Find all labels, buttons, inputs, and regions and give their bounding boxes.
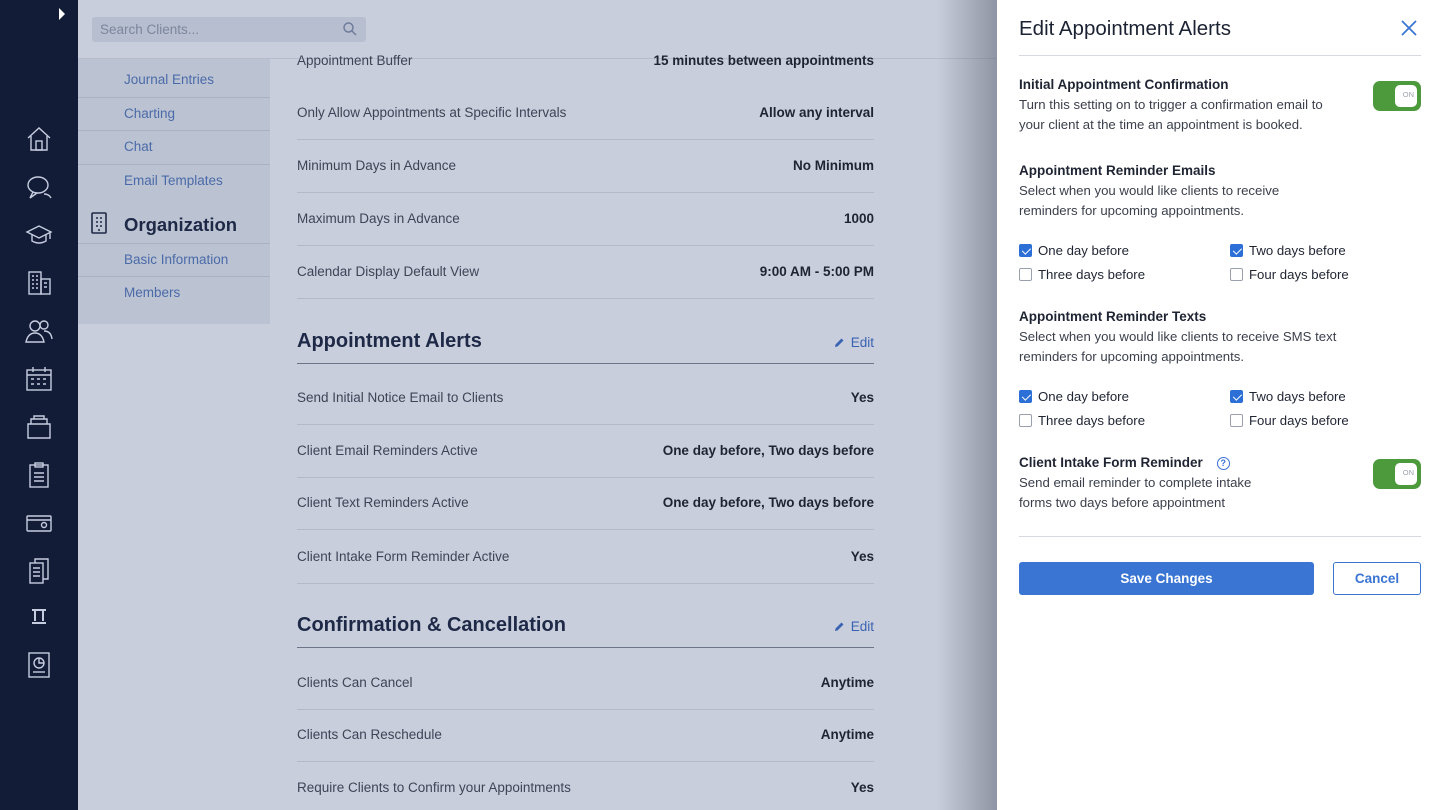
reminder-texts-desc: Select when you would like clients to receive SMS text reminders for upcoming appointments. — [1019, 329, 1337, 364]
clipboard-icon[interactable] — [24, 460, 54, 490]
row-divider — [297, 298, 874, 299]
row-value: 15 minutes between appointments — [653, 53, 874, 68]
settings-row — [297, 425, 874, 478]
row-value: 1000 — [843, 211, 874, 226]
reminder-emails-heading: Appointment Reminder Emails — [1019, 163, 1216, 178]
row-label: Client Intake Form Reminder Active — [297, 549, 510, 564]
chat-icon[interactable] — [24, 172, 54, 202]
row-label: Maximum Days in Advance — [297, 211, 460, 226]
row-value: Yes — [850, 780, 874, 795]
calendar-icon[interactable] — [24, 364, 54, 394]
clients-icon[interactable] — [24, 316, 54, 346]
edit-confirmation-label: Edit — [850, 619, 874, 634]
nav-divider — [78, 130, 270, 131]
checkbox-label: One day before — [1038, 389, 1129, 404]
close-icon[interactable] — [1399, 18, 1419, 38]
nav-basic-information[interactable]: Basic Information — [124, 252, 229, 267]
row-label: Only Allow Appointments at Specific Intervals — [297, 105, 567, 120]
checkbox-checked[interactable] — [1230, 390, 1243, 403]
folders-icon[interactable] — [24, 412, 54, 442]
nav-divider — [78, 243, 270, 244]
row-label: Clients Can Reschedule — [297, 727, 442, 742]
row-label: Minimum Days in Advance — [297, 158, 457, 173]
appointment-alerts-heading: Appointment Alerts — [297, 330, 482, 352]
row-value: One day before, Two days before — [662, 495, 874, 510]
checkbox-label: Four days before — [1249, 413, 1349, 428]
checkbox-unchecked[interactable] — [1019, 414, 1032, 427]
settings-sidenav — [78, 59, 270, 324]
settings-row — [297, 477, 874, 530]
checkbox-unchecked[interactable] — [1230, 414, 1243, 427]
nav-divider — [78, 276, 270, 277]
confirmation-heading: Confirmation & Cancellation — [297, 614, 566, 636]
documents-icon[interactable] — [24, 556, 54, 586]
reminder-emails-desc: Select when you would like clients to receive reminders for upcoming appointments. — [1019, 183, 1280, 218]
organization-icon — [90, 211, 108, 235]
row-label: Send Initial Notice Email to Clients — [297, 390, 504, 405]
checkbox-label: Three days before — [1038, 267, 1146, 282]
home-icon[interactable] — [24, 124, 54, 154]
intake-reminder-heading — [1019, 455, 1230, 470]
organization-heading: Organization — [124, 214, 238, 235]
drawer-shadow — [937, 0, 997, 810]
settings-row — [297, 193, 874, 246]
initial-confirmation-desc: Turn this setting on to trigger a confirmation email to your client at the time an appointment is booked. — [1019, 97, 1323, 132]
integrations-icon[interactable] — [24, 602, 54, 632]
email-four-days-checkbox[interactable] — [1230, 267, 1349, 282]
text-two-days-checkbox[interactable] — [1230, 389, 1346, 404]
row-label: Appointment Buffer — [297, 53, 413, 68]
settings-row — [297, 35, 874, 88]
intake-reminder-title: Client Intake Form Reminder — [1019, 455, 1203, 470]
checkbox-checked[interactable] — [1019, 244, 1032, 257]
row-value: No Minimum — [793, 158, 874, 173]
checkbox-checked[interactable] — [1230, 244, 1243, 257]
section-divider — [297, 363, 874, 364]
email-three-days-checkbox[interactable] — [1019, 267, 1145, 282]
edit-alerts-button[interactable] — [833, 335, 874, 350]
billing-card-icon[interactable] — [24, 508, 54, 538]
row-value: Anytime — [820, 675, 874, 690]
settings-row — [297, 246, 874, 299]
reports-icon[interactable] — [24, 650, 54, 680]
row-value: Yes — [850, 390, 874, 405]
save-changes-button[interactable]: Save Changes — [1019, 562, 1314, 595]
text-one-day-checkbox[interactable] — [1019, 389, 1129, 404]
settings-row — [297, 140, 874, 193]
settings-row — [297, 87, 874, 140]
reminder-texts-heading: Appointment Reminder Texts — [1019, 309, 1207, 324]
edit-confirmation-button[interactable] — [833, 619, 874, 634]
email-two-days-checkbox[interactable] — [1230, 243, 1346, 258]
row-label: Client Text Reminders Active — [297, 495, 469, 510]
text-four-days-checkbox[interactable] — [1230, 413, 1349, 428]
settings-row — [297, 372, 874, 425]
text-three-days-checkbox[interactable] — [1019, 413, 1145, 428]
checkbox-label: Two days before — [1249, 243, 1346, 258]
building-icon[interactable] — [24, 268, 54, 298]
nav-journal-entries[interactable]: Journal Entries — [124, 72, 215, 87]
settings-row — [297, 657, 874, 710]
row-divider — [297, 583, 874, 584]
initial-confirmation-heading: Initial Appointment Confirmation — [1019, 77, 1229, 92]
settings-row — [297, 709, 874, 762]
settings-row — [297, 762, 874, 810]
email-one-day-checkbox[interactable] — [1019, 243, 1129, 258]
section-divider — [297, 647, 874, 648]
help-icon[interactable]: ? — [1217, 457, 1230, 470]
nav-charting[interactable]: Charting — [124, 106, 176, 121]
nav-divider — [78, 97, 270, 98]
checkbox-label: One day before — [1038, 243, 1129, 258]
nav-members[interactable]: Members — [124, 285, 181, 300]
toggle-state: ON — [1402, 90, 1414, 99]
checkbox-label: Four days before — [1249, 267, 1349, 282]
intake-reminder-toggle[interactable] — [1373, 459, 1421, 489]
settings-row — [297, 531, 874, 584]
row-label: Clients Can Cancel — [297, 675, 413, 690]
education-icon[interactable] — [24, 220, 54, 250]
drawer-title: Edit Appointment Alerts — [1019, 17, 1231, 40]
intake-reminder-desc: Send email reminder to complete intake forms two days before appointment — [1019, 475, 1252, 510]
row-label: Calendar Display Default View — [297, 264, 480, 279]
cancel-button[interactable]: Cancel — [1333, 562, 1421, 595]
row-divider — [297, 529, 874, 530]
nav-divider — [78, 164, 270, 165]
row-label: Client Email Reminders Active — [297, 443, 478, 458]
app-rail — [0, 0, 78, 810]
checkbox-unchecked[interactable] — [1230, 268, 1243, 281]
row-value: 9:00 AM - 5:00 PM — [759, 264, 874, 279]
row-value: One day before, Two days before — [662, 443, 874, 458]
edit-alerts-drawer — [997, 0, 1440, 810]
nav-chat[interactable]: Chat — [124, 139, 153, 154]
checkbox-label: Two days before — [1249, 389, 1346, 404]
checkbox-unchecked[interactable] — [1019, 268, 1032, 281]
checkbox-checked[interactable] — [1019, 390, 1032, 403]
search-input[interactable] — [100, 21, 320, 38]
drawer-divider — [1019, 55, 1421, 56]
toggle-state: ON — [1402, 468, 1414, 477]
row-value: Anytime — [820, 727, 874, 742]
nav-email-templates[interactable]: Email Templates — [124, 173, 223, 188]
edit-alerts-label: Edit — [850, 335, 874, 350]
pencil-icon — [833, 621, 845, 633]
settings-page — [78, 0, 997, 810]
pencil-icon — [833, 337, 845, 349]
row-label: Require Clients to Confirm your Appointments — [297, 780, 571, 795]
row-value: Yes — [850, 549, 874, 564]
expand-rail-icon[interactable] — [54, 6, 70, 22]
initial-confirmation-toggle[interactable] — [1373, 81, 1421, 111]
drawer-divider — [1019, 536, 1421, 537]
checkbox-label: Three days before — [1038, 413, 1146, 428]
row-value: Allow any interval — [759, 105, 874, 120]
